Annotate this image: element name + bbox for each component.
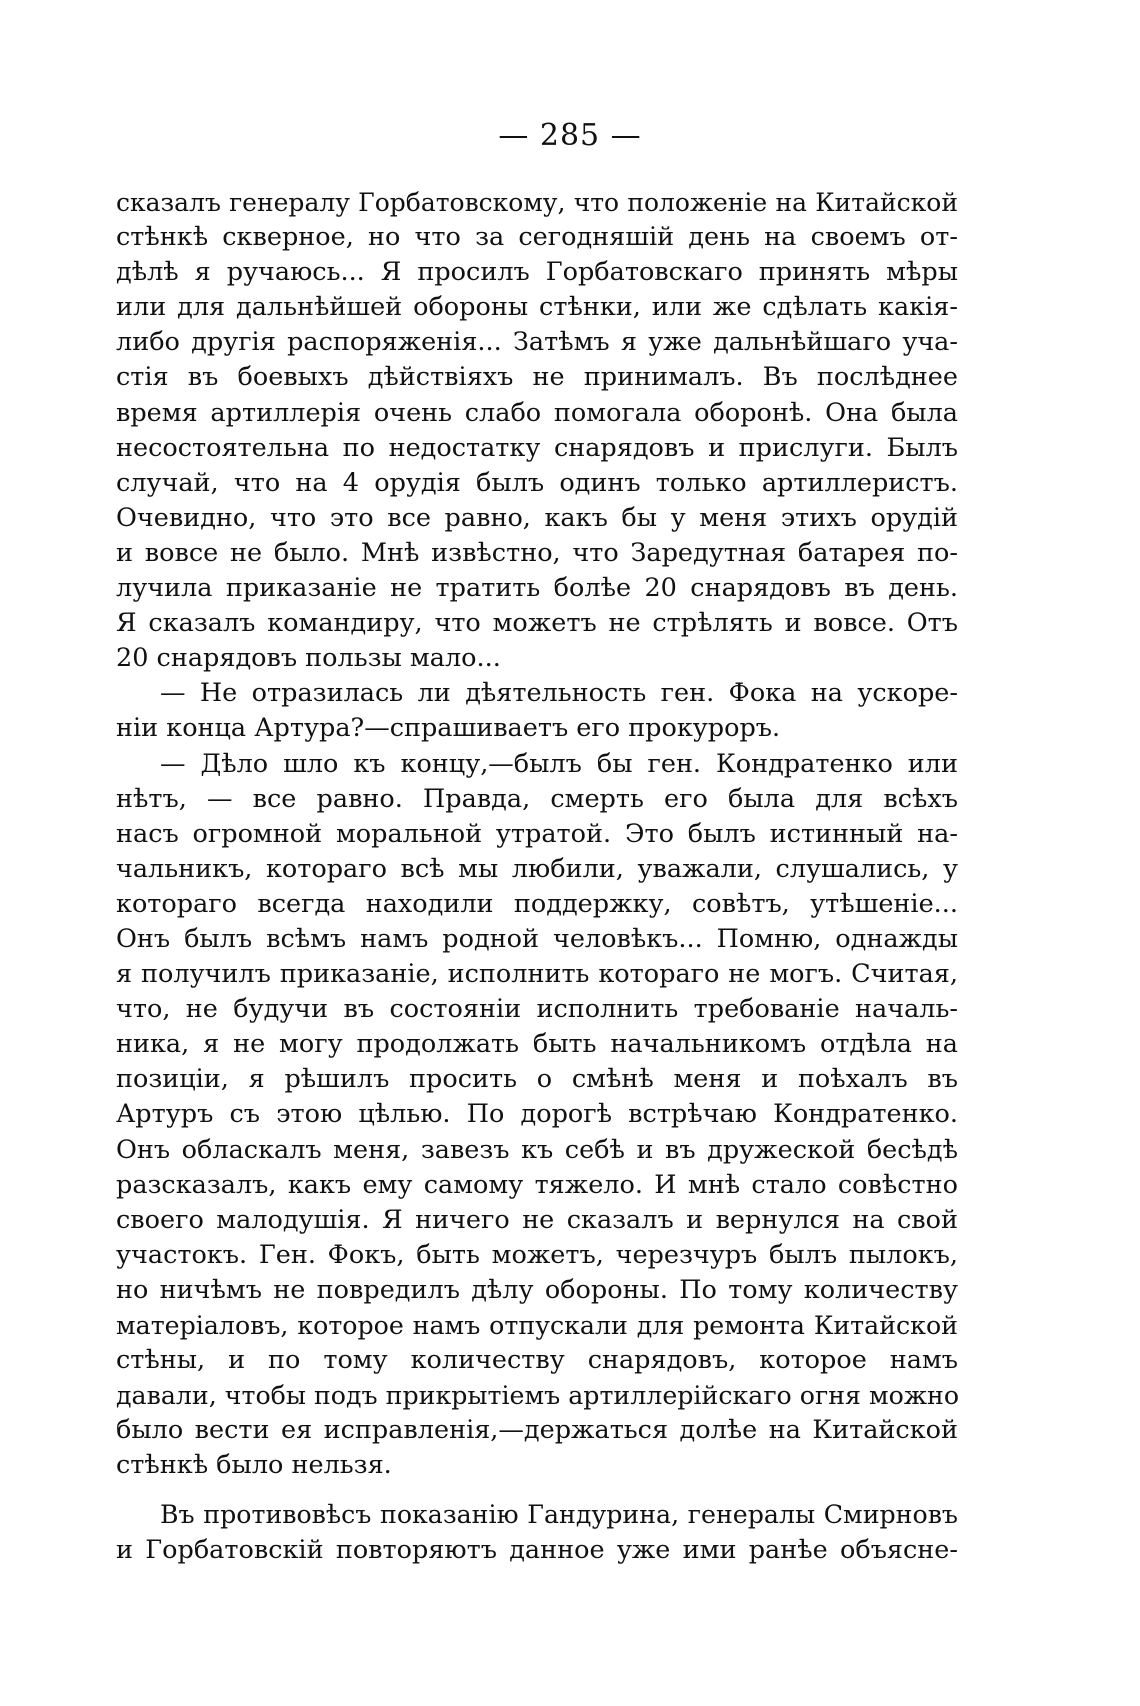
text-line: сказалъ генералу Горбатовскому, что положеніе на Китайской — [116, 188, 958, 217]
text-line: лучила приказаніе не тратить болѣе 20 снарядовъ въ день. — [116, 573, 958, 604]
text-line: ніи конца Артура?—спрашиваетъ его прокуроръ. — [116, 713, 781, 744]
text-line: несостоятельна по недостатку снарядовъ и прислуги. Былъ — [116, 432, 958, 463]
text-line: Артуръ съ этою цѣлью. По дорогѣ встрѣчаю Кондратенко. — [116, 1099, 958, 1130]
text-line: было вести ея исправленія,—держаться долѣе на Китайской — [116, 1415, 958, 1446]
text-line: и вовсе не было. Мнѣ извѣстно, что Заредутная батарея по- — [116, 537, 958, 568]
text-line: Въ противовѣсъ показанію Гандурина, генералы Смирновъ — [160, 1500, 958, 1530]
text-line: позиціи, я рѣшилъ просить о смѣнѣ меня и поѣхалъ въ — [116, 1064, 958, 1095]
text-line: но ничѣмъ не повредилъ дѣлу обороны. По тому количеству — [116, 1274, 958, 1305]
text-line: дѣлѣ я ручаюсь... Я просилъ Горбатовскаго принять мѣры — [116, 257, 958, 288]
text-line: ника, я не могу продолжать быть начальникомъ отдѣла на — [116, 1029, 958, 1060]
body-text — [116, 185, 958, 1568]
text-line: Очевидно, что это все равно, какъ бы у меня этихъ орудій — [116, 502, 958, 533]
text-line: Онъ обласкалъ меня, завезъ къ себѣ и въ дружеской бесѣдѣ — [116, 1134, 958, 1165]
text-line: я получилъ приказаніе, исполнить котораго не могъ. Считая, — [116, 959, 958, 990]
text-line: матеріаловъ, которое намъ отпускали для ремонта Китайской — [116, 1311, 958, 1340]
text-line: стѣнкѣ было нельзя. — [116, 1450, 392, 1481]
text-line: стія въ боевыхъ дѣйствіяхъ не принималъ. Въ послѣднее — [116, 362, 958, 393]
text-line: стѣнкѣ скверное, но что за сегодняшій день на своемъ от- — [116, 222, 958, 253]
text-line: либо другія распоряженія... Затѣмъ я уже дальнѣйшаго уча- — [116, 327, 958, 358]
page-number: — 285 — — [498, 118, 642, 153]
text-line: разсказалъ, какъ ему самому тяжело. И мнѣ стало совѣстно — [116, 1169, 958, 1200]
text-line: — Дѣло шло къ концу,—былъ бы ген. Кондратенко или — [160, 748, 958, 779]
text-line: своего малодушія. Я ничего не сказалъ и вернулся на свой — [116, 1204, 958, 1235]
text-line: стѣны, и по тому количеству снарядовъ, которое намъ — [116, 1345, 958, 1376]
text-line: нѣтъ, — все равно. Правда, смерть его была для всѣхъ — [116, 783, 958, 814]
text-line: или для дальнѣйшей обороны стѣнки, или же сдѣлать какія- — [116, 292, 958, 323]
text-line: и Горбатовскій повторяютъ данное уже ими ранѣе объясне- — [116, 1534, 958, 1565]
text-line: время артиллерія очень слабо помогала оборонѣ. Она была — [116, 397, 958, 428]
text-line: котораго всегда находили поддержку, совѣтъ, утѣшеніе... — [116, 888, 958, 919]
text-line: — Не отразилась ли дѣятельность ген. Фока на ускоре- — [160, 678, 958, 709]
text-line: что, не будучи въ состояніи исполнить требованіе началь- — [116, 994, 958, 1025]
text-line: давали, чтобы подъ прикрытіемъ артиллерійскаго огня можно — [116, 1381, 960, 1411]
text-line: Онъ былъ всѣмъ намъ родной человѣкъ... Помню, однажды — [116, 923, 958, 954]
text-line: чальникъ, котораго всѣ мы любили, уважали, слушались, у — [116, 853, 958, 884]
text-line: насъ огромной моральной утратой. Это былъ истинный на- — [116, 818, 958, 849]
text-line: случай, что на 4 орудія былъ одинъ только артиллеристъ. — [116, 467, 958, 498]
text-line: Я сказалъ командиру, что можетъ не стрѣлять и вовсе. Отъ — [116, 608, 958, 639]
text-line: 20 снарядовъ пользы мало... — [116, 643, 501, 674]
text-line: участокъ. Ген. Фокъ, быть можетъ, черезчуръ былъ пылокъ, — [116, 1239, 958, 1270]
